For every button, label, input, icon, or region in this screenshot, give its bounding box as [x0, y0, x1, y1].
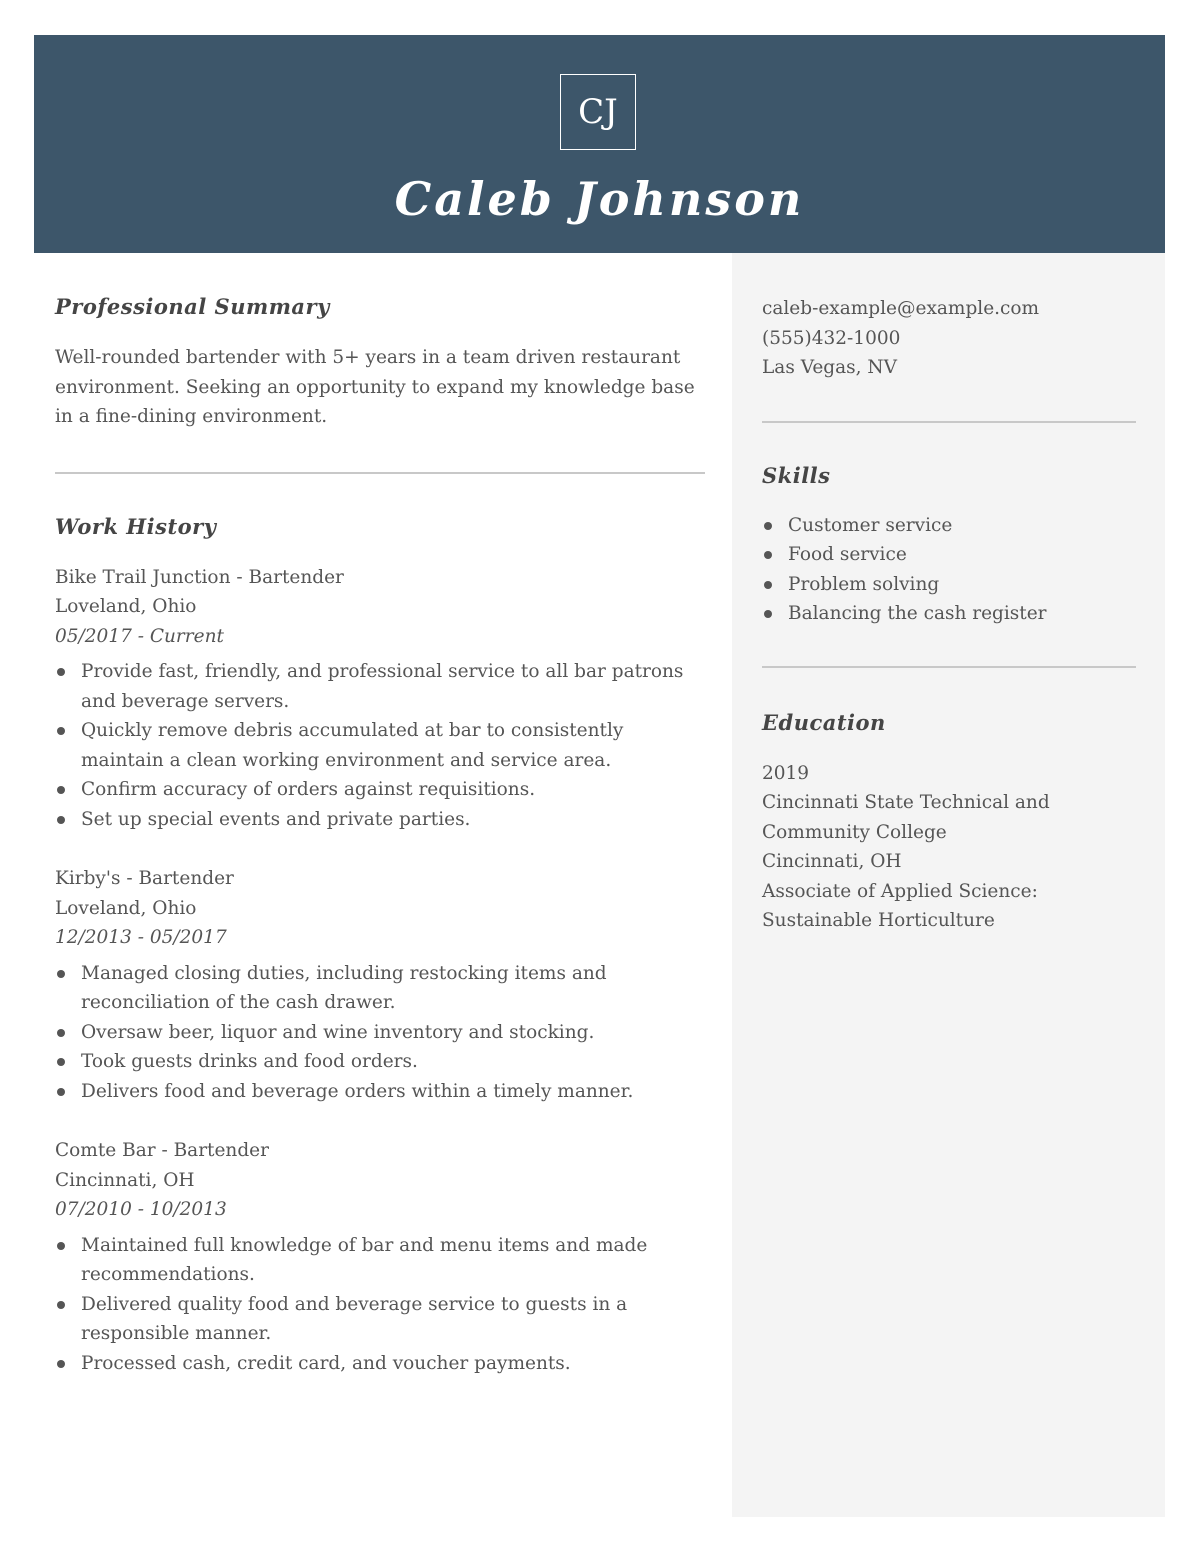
skill-item: Problem solving	[762, 570, 1136, 600]
work-history-title: Work History	[55, 513, 217, 539]
job-duties	[55, 657, 705, 834]
job-duties	[55, 1231, 705, 1379]
duty-item: Processed cash, credit card, and voucher payments.	[55, 1349, 705, 1379]
skills-title: Skills	[762, 462, 831, 488]
job-entry	[55, 864, 705, 1106]
education-location: Cincinnati, OH	[762, 851, 902, 872]
job-duties	[55, 959, 705, 1107]
main-column	[55, 253, 705, 1408]
contact-email: caleb-example@example.com	[762, 298, 1040, 319]
candidate-name: Caleb Johnson	[394, 172, 805, 226]
education-title: Education	[762, 709, 886, 735]
duty-item: Delivers food and beverage orders within a timely manner.	[55, 1077, 705, 1107]
education-school: Cincinnati State Technical and Community College	[762, 792, 1050, 843]
contact-location: Las Vegas, NV	[762, 357, 897, 378]
duty-item: Quickly remove debris accumulated at bar to consistently maintain a clean working environment and service area.	[55, 716, 705, 775]
duty-item: Provide fast, friendly, and professional service to all bar patrons and beverage servers.	[55, 657, 705, 716]
duty-item: Maintained full knowledge of bar and menu items and made recommendations.	[55, 1231, 705, 1290]
education-year: 2019	[762, 762, 810, 784]
summary-title: Professional Summary	[55, 294, 330, 319]
resume-header	[34, 35, 1165, 253]
job-dates: 12/2013 - 05/2017	[55, 927, 227, 948]
job-heading: Bike Trail Junction - Bartender	[55, 566, 344, 588]
job-dates: 07/2010 - 10/2013	[55, 1199, 227, 1220]
skill-item: Food service	[762, 540, 1136, 570]
duty-item: Took guests drinks and food orders.	[55, 1047, 705, 1077]
sidebar	[732, 253, 1165, 1517]
job-entry	[55, 1136, 705, 1378]
job-entry	[55, 563, 705, 835]
job-location: Loveland, Ohio	[55, 596, 197, 617]
job-heading: Kirby's - Bartender	[55, 868, 234, 889]
skill-item: Balancing the cash register	[762, 599, 1136, 629]
job-dates: 05/2017 - Current	[55, 625, 224, 647]
job-location: Cincinnati, OH	[55, 1169, 195, 1191]
skills-list	[762, 511, 1136, 629]
monogram: CJ	[560, 74, 636, 150]
skill-item: Customer service	[762, 511, 1136, 541]
duty-item: Confirm accuracy of orders against requisitions.	[55, 775, 705, 805]
duty-item: Delivered quality food and beverage service to guests in a responsible manner.	[55, 1290, 705, 1349]
contact-phone: (555)432-1000	[762, 327, 901, 349]
job-heading: Comte Bar - Bartender	[55, 1140, 269, 1161]
summary-text: Well-rounded bartender with 5+ years in a team driven restaurant environment. Seeking an opportunity to expand my knowledge base in a fine-dining environment.	[55, 347, 695, 427]
duty-item: Oversaw beer, liquor and wine inventory and stocking.	[55, 1018, 705, 1048]
education-degree: Associate of Applied Science: Sustainable Horticulture	[762, 880, 1038, 931]
job-location: Loveland, Ohio	[55, 897, 197, 919]
duty-item: Set up special events and private parties.	[55, 805, 705, 835]
duty-item: Managed closing duties, including restocking items and reconciliation of the cash drawer.	[55, 959, 705, 1018]
